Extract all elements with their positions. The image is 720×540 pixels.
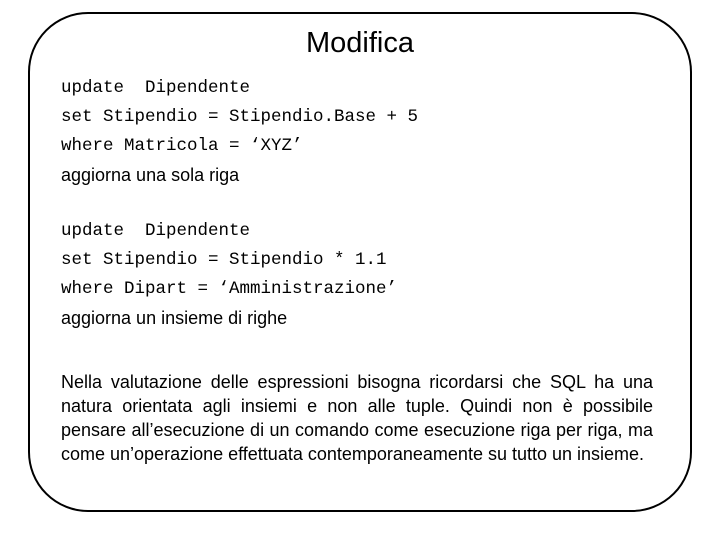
sql-line: set Stipendio = Stipendio.Base + 5: [61, 107, 419, 127]
example-note: aggiorna un insieme di righe: [61, 308, 288, 328]
slide-content: [61, 74, 653, 466]
sql-line: where Matricola = ‘XYZ’: [61, 136, 303, 156]
sql-example-1: [61, 74, 653, 190]
slide-title: Modifica: [306, 27, 414, 59]
example-note: aggiorna una sola riga: [61, 165, 240, 185]
sql-example-2: [61, 217, 653, 333]
sql-line: update Dipendente: [61, 221, 251, 241]
sql-line: set Stipendio = Stipendio * 1.1: [61, 250, 387, 270]
explanation-paragraph: Nella valutazione delle espressioni bisogna ricordarsi che SQL ha una natura orientata agli insiemi e non alle tuple. Quindi non è possibile pensare all’esecuzione di un comando come esecuzione riga per riga, ma come un’operazione effettuata contemporaneamente su tutto un insieme.: [61, 372, 653, 464]
sql-line: update Dipendente: [61, 78, 251, 98]
sql-line: where Dipart = ‘Amministrazione’: [61, 279, 398, 299]
